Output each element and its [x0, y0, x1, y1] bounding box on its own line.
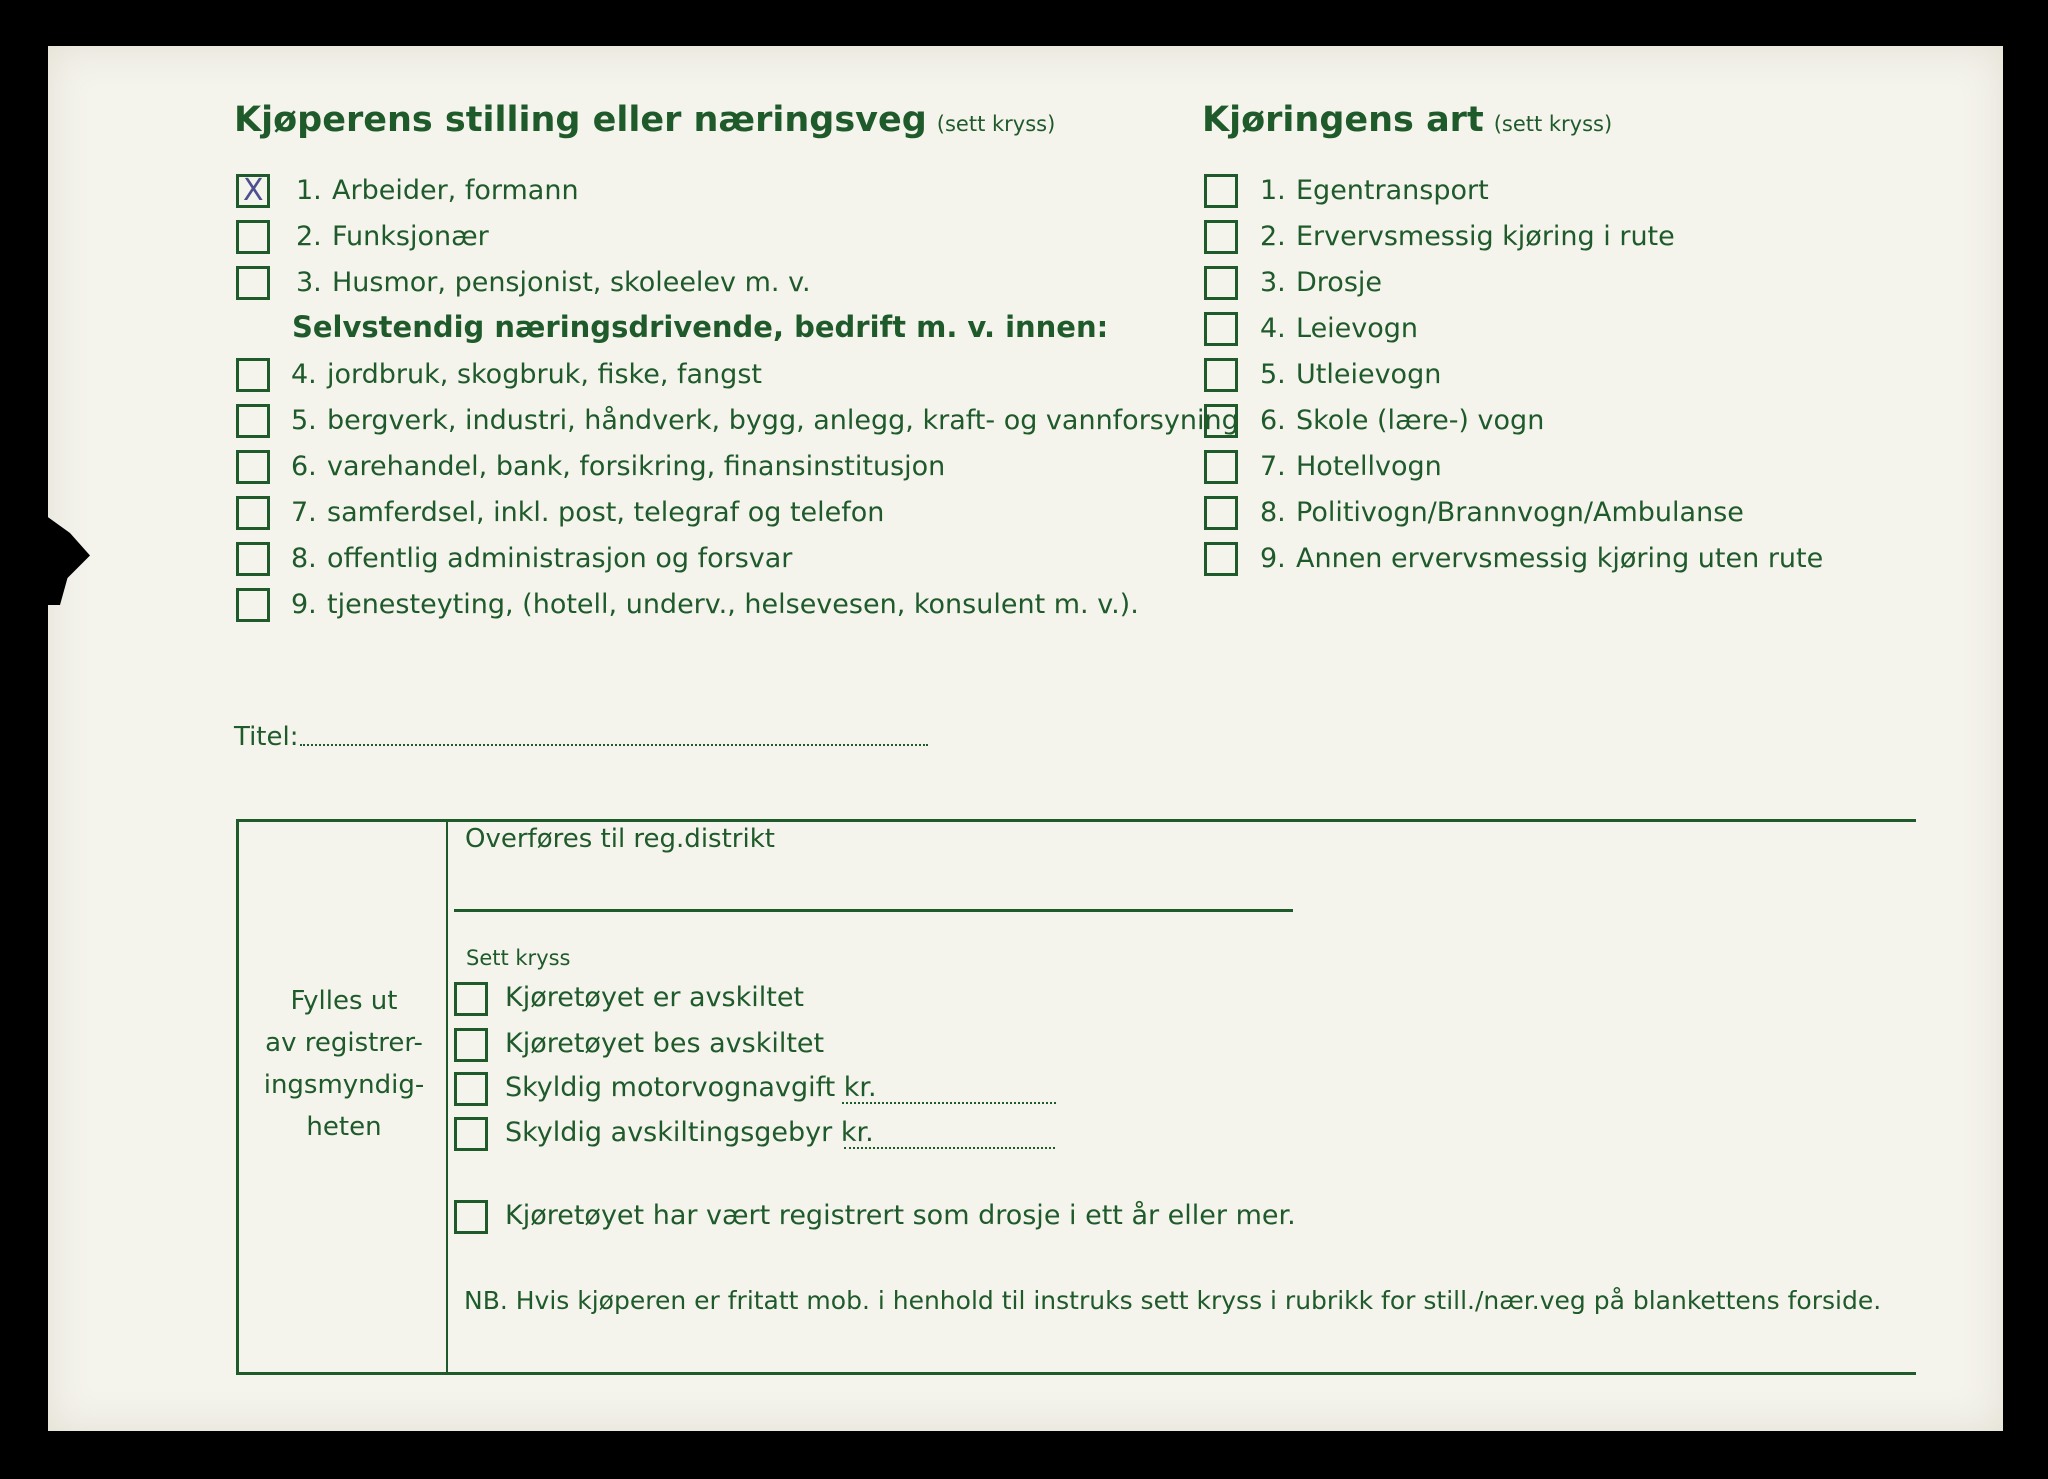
- registry-left-rule: [236, 819, 239, 1375]
- item-label: Skyldig motorvognavgift kr.: [505, 1072, 877, 1103]
- checkbox[interactable]: [454, 1028, 488, 1062]
- side-note-line: heten: [306, 1112, 382, 1142]
- occupation-item[interactable]: [236, 586, 1186, 624]
- motor-tax-amount-field[interactable]: [842, 1102, 1056, 1104]
- item-label: Ervervsmessig kjøring i rute: [1296, 221, 1675, 252]
- item-label: Hotellvogn: [1296, 451, 1442, 482]
- item-number: 6.: [291, 451, 317, 482]
- driving-type-heading-note: (sett kryss): [1493, 112, 1613, 136]
- driving-type-item[interactable]: [1204, 264, 1904, 302]
- checkbox[interactable]: [236, 174, 270, 208]
- checkbox[interactable]: [236, 588, 270, 622]
- item-number: 2.: [296, 221, 322, 252]
- registry-check-item[interactable]: [454, 1028, 1254, 1066]
- item-label: jordbruk, skogbruk, fiske, fangst: [327, 359, 762, 390]
- driving-type-item[interactable]: [1204, 218, 1904, 256]
- checkbox[interactable]: [236, 220, 270, 254]
- check-instruction: Sett kryss: [466, 946, 571, 970]
- item-number: 2.: [1260, 221, 1286, 252]
- item-number: 5.: [291, 405, 317, 436]
- checkbox[interactable]: [1204, 220, 1238, 254]
- checkbox[interactable]: [1204, 174, 1238, 208]
- driving-type-item[interactable]: [1204, 356, 1904, 394]
- item-number: 1.: [296, 175, 322, 206]
- driving-type-heading: Kjøringens art (sett kryss): [1202, 100, 1613, 140]
- occupation-item[interactable]: [236, 448, 1186, 486]
- item-label: offentlig administrasjon og forsvar: [327, 543, 793, 574]
- checkbox[interactable]: [236, 542, 270, 576]
- side-note-line: ingsmyndig-: [263, 1070, 425, 1100]
- transfer-district-field[interactable]: [454, 909, 1293, 912]
- self-employed-subheading: Selvstendig næringsdrivende, bedrift m. v. innen:: [292, 310, 1109, 344]
- occupation-item[interactable]: [236, 494, 1186, 532]
- item-label: Utleievogn: [1296, 359, 1442, 390]
- checkbox[interactable]: [236, 450, 270, 484]
- item-label: Husmor, pensjonist, skoleelev m. v.: [332, 267, 811, 298]
- side-note-line: Fylles ut: [290, 986, 398, 1016]
- checkbox[interactable]: [1204, 358, 1238, 392]
- item-label: tjenesteyting, (hotell, underv., helsevesen, konsulent m. v.).: [327, 589, 1139, 620]
- checkbox[interactable]: [236, 404, 270, 438]
- registry-bottom-rule: [236, 1372, 1916, 1375]
- occupation-item[interactable]: [236, 540, 1186, 578]
- item-number: 7.: [1260, 451, 1286, 482]
- registry-top-rule: [236, 819, 1916, 822]
- item-label: Leievogn: [1296, 313, 1419, 344]
- checkbox[interactable]: [454, 1072, 488, 1106]
- driving-type-item[interactable]: [1204, 494, 1904, 532]
- checkbox[interactable]: [236, 358, 270, 392]
- occupation-item[interactable]: [236, 356, 1186, 394]
- checkbox[interactable]: [1204, 404, 1238, 438]
- transfer-district-label: Overføres til reg.distrikt: [465, 824, 775, 854]
- occupation-item[interactable]: [236, 218, 936, 256]
- driving-type-item[interactable]: [1204, 448, 1904, 486]
- item-label: Egentransport: [1296, 175, 1489, 206]
- item-number: 8.: [291, 543, 317, 574]
- item-number: 4.: [1260, 313, 1286, 344]
- plate-fee-amount-field[interactable]: [844, 1147, 1055, 1149]
- registry-side-note: [244, 980, 444, 1148]
- item-number: 9.: [1260, 543, 1286, 574]
- titel-label: Titel:: [234, 722, 299, 752]
- occupation-item[interactable]: [236, 264, 936, 302]
- item-label: Politivogn/Brannvogn/Ambulanse: [1296, 497, 1744, 528]
- exemption-note: NB. Hvis kjøperen er fritatt mob. i henhold til instruks sett kryss i rubrikk for still./nær.veg på blankettens forside.: [464, 1286, 1882, 1315]
- item-label: Kjøretøyet har vært registrert som drosje i ett år eller mer.: [505, 1200, 1296, 1231]
- item-number: 5.: [1260, 359, 1286, 390]
- checkbox[interactable]: [1204, 450, 1238, 484]
- registry-check-item[interactable]: [454, 1117, 1254, 1155]
- item-number: 3.: [1260, 267, 1286, 298]
- item-label: Skole (lære-) vogn: [1296, 405, 1545, 436]
- item-number: 1.: [1260, 175, 1286, 206]
- occupation-item[interactable]: [236, 172, 936, 210]
- driving-type-item[interactable]: [1204, 540, 1904, 578]
- x-mark: X: [243, 173, 264, 208]
- checkbox[interactable]: [454, 1117, 488, 1151]
- checkbox[interactable]: [454, 982, 488, 1016]
- item-label: Skyldig avskiltingsgebyr kr.: [505, 1117, 874, 1148]
- checkbox[interactable]: [236, 266, 270, 300]
- taxi-registration-item[interactable]: [454, 1200, 1354, 1238]
- item-label: Annen ervervsmessig kjøring uten rute: [1296, 543, 1824, 574]
- item-label: samferdsel, inkl. post, telegraf og telefon: [327, 497, 885, 528]
- item-label: Kjøretøyet er avskiltet: [505, 982, 805, 1013]
- driving-type-item[interactable]: [1204, 310, 1904, 348]
- occupation-item[interactable]: [236, 402, 1239, 440]
- occupation-heading-note: (sett kryss): [936, 112, 1056, 136]
- item-label: varehandel, bank, forsikring, finansinstitusjon: [327, 451, 946, 482]
- registry-check-item[interactable]: [454, 982, 1254, 1020]
- item-number: 6.: [1260, 405, 1286, 436]
- checkbox[interactable]: [454, 1200, 488, 1234]
- item-label: Funksjonær: [332, 221, 489, 252]
- driving-type-item[interactable]: [1204, 172, 1904, 210]
- item-label: Drosje: [1296, 267, 1382, 298]
- side-note-line: av registrer-: [265, 1028, 423, 1058]
- checkbox[interactable]: [1204, 312, 1238, 346]
- registry-check-item[interactable]: [454, 1072, 1254, 1110]
- item-number: 7.: [291, 497, 317, 528]
- item-number: 8.: [1260, 497, 1286, 528]
- titel-field[interactable]: [300, 744, 928, 746]
- item-number: 9.: [291, 589, 317, 620]
- item-label: bergverk, industri, håndverk, bygg, anlegg, kraft- og vannforsyning: [327, 405, 1239, 436]
- item-number: 4.: [291, 359, 317, 390]
- checkbox[interactable]: [1204, 542, 1238, 576]
- item-number: 3.: [296, 267, 322, 298]
- registry-divider: [446, 819, 448, 1372]
- checkbox[interactable]: [1204, 266, 1238, 300]
- item-label: Arbeider, formann: [332, 175, 579, 206]
- checkbox[interactable]: [236, 496, 270, 530]
- occupation-heading: Kjøperens stilling eller næringsveg (sett kryss): [234, 100, 1056, 140]
- item-label: Kjøretøyet bes avskiltet: [505, 1028, 825, 1059]
- checkbox[interactable]: [1204, 496, 1238, 530]
- driving-type-item[interactable]: [1204, 402, 1904, 440]
